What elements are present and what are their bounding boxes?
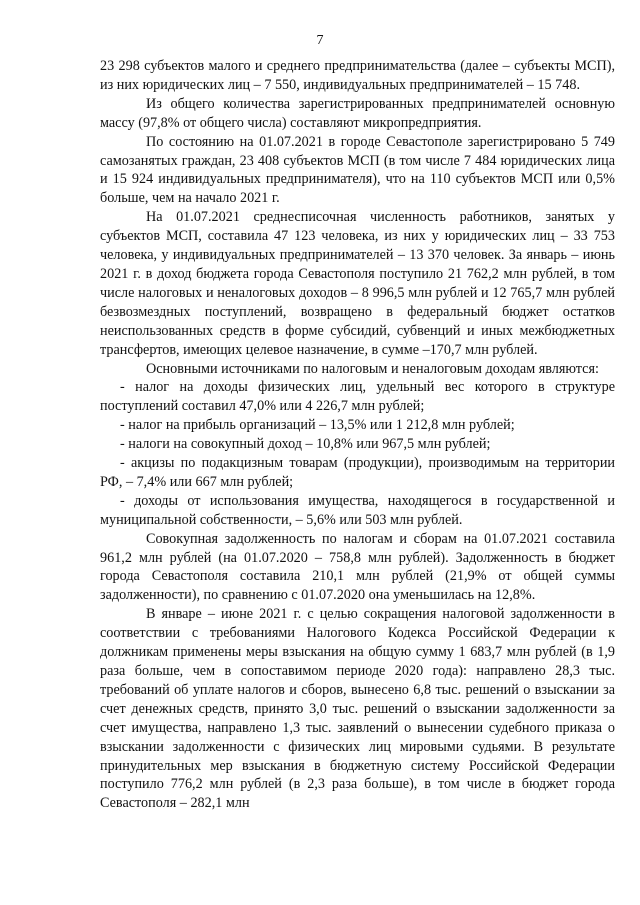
paragraph-self-employed: По состоянию на 01.07.2021 в городе Севастополе зарегистрировано 5 749 самозанятых граждан, 23 408 субъектов МСП (в том числе 7 484 юридических лица и 15 924 индивидуальных предпринимателя), что на 110 субъектов МСП или 0,5% больше, чем на начало 2021 г.: [100, 133, 615, 207]
document-body: [100, 57, 615, 813]
list-item-aggregate-income-tax: - налоги на совокупный доход – 10,8% или 967,5 млн рублей;: [120, 436, 491, 453]
paragraph-employment-budget: На 01.07.2021 среднесписочная численность работников, занятых у субъектов МСП, составила 47 123 человека, из них у юридических лиц – 33 753 человека, у индивидуальных предпринимателей – 13 370 человек. За январь – июнь 2021 г. в доход бюджета города Севастополя поступило 21 762,2 млн рублей, в том числе налоговых и неналоговых доходов – 8 996,5 млн рублей и 12 765,7 млн рублей безвозмездных поступлений, возвращено в федеральный бюджет остатков неиспользованных средств в форме субсидий, субвенций и иных межбюджетных трансфертов, имеющих целевое назначение, в сумме –170,7 млн рублей.: [100, 209, 615, 358]
paragraph-tax-debt: Совокупная задолженность по налогам и сборам на 01.07.2021 составила 961,2 млн рублей (на 01.07.2020 – 758,8 млн рублей). Задолженность в бюджет города Севастополя составила 210,1 млн рублей (21,9% от общей суммы задолженности), по сравнению с 01.07.2020 она уменьшилась на 12,8%.: [100, 530, 615, 604]
list-item-income-tax: - налог на доходы физических лиц, удельный вес которого в структуре поступлений составил 47,0% или 4 226,7 млн рублей;: [100, 379, 615, 415]
paragraph-main-sources: Основными источниками по налоговым и неналоговым доходам являются:: [146, 360, 599, 377]
list-item-property-income: - доходы от использования имущества, находящегося в государственной и муниципальной собственности, – 5,6% или 503 млн рублей.: [100, 492, 615, 528]
paragraph-smb-total: 23 298 субъектов малого и среднего предпринимательства (далее – субъекты МСП), из них юридических лиц – 7 550, индивидуальных предпринимателей – 15 748.: [100, 58, 615, 93]
list-item-excise: - акцизы по подакцизным товарам (продукции), производимым на территории РФ, – 7,4% или 667 млн рублей;: [100, 455, 615, 490]
list-item-profit-tax: - налог на прибыль организаций – 13,5% или 1 212,8 млн рублей;: [120, 417, 515, 434]
paragraph-micro-enterprises: Из общего количества зарегистрированных предпринимателей основную массу (97,8% от общего числа) составляют микропредприятия.: [100, 95, 615, 131]
paragraph-enforcement: В январе – июне 2021 г. с целью сокращения налоговой задолженности в соответствии с требованиями Налогового Кодекса Российской Федерации к должникам применены меры взыскания на общую сумму 1 683,7 млн рублей (в 1,9 раза больше, чем в сопоставимом периоде 2020 года): направлено 28,3 тыс. требований об уплате налогов и сборов, вынесено 6,8 тыс. решений о взыскании за счет денежных средств, принято 3,0 тыс. решений о взыскании задолженности за счет имущества, направлено 1,3 тыс. заявлений о вынесении судебного приказа о взыскании задолженности с физических лиц мировыми судьями. В результате принудительных мер взыскания в бюджетную систему Российской Федерации поступило 776,2 млн рублей (в 2,3 раза больше), в том числе в бюджет города Севастополя – 282,1 млн: [100, 606, 615, 812]
page-number: 7: [316, 33, 324, 48]
